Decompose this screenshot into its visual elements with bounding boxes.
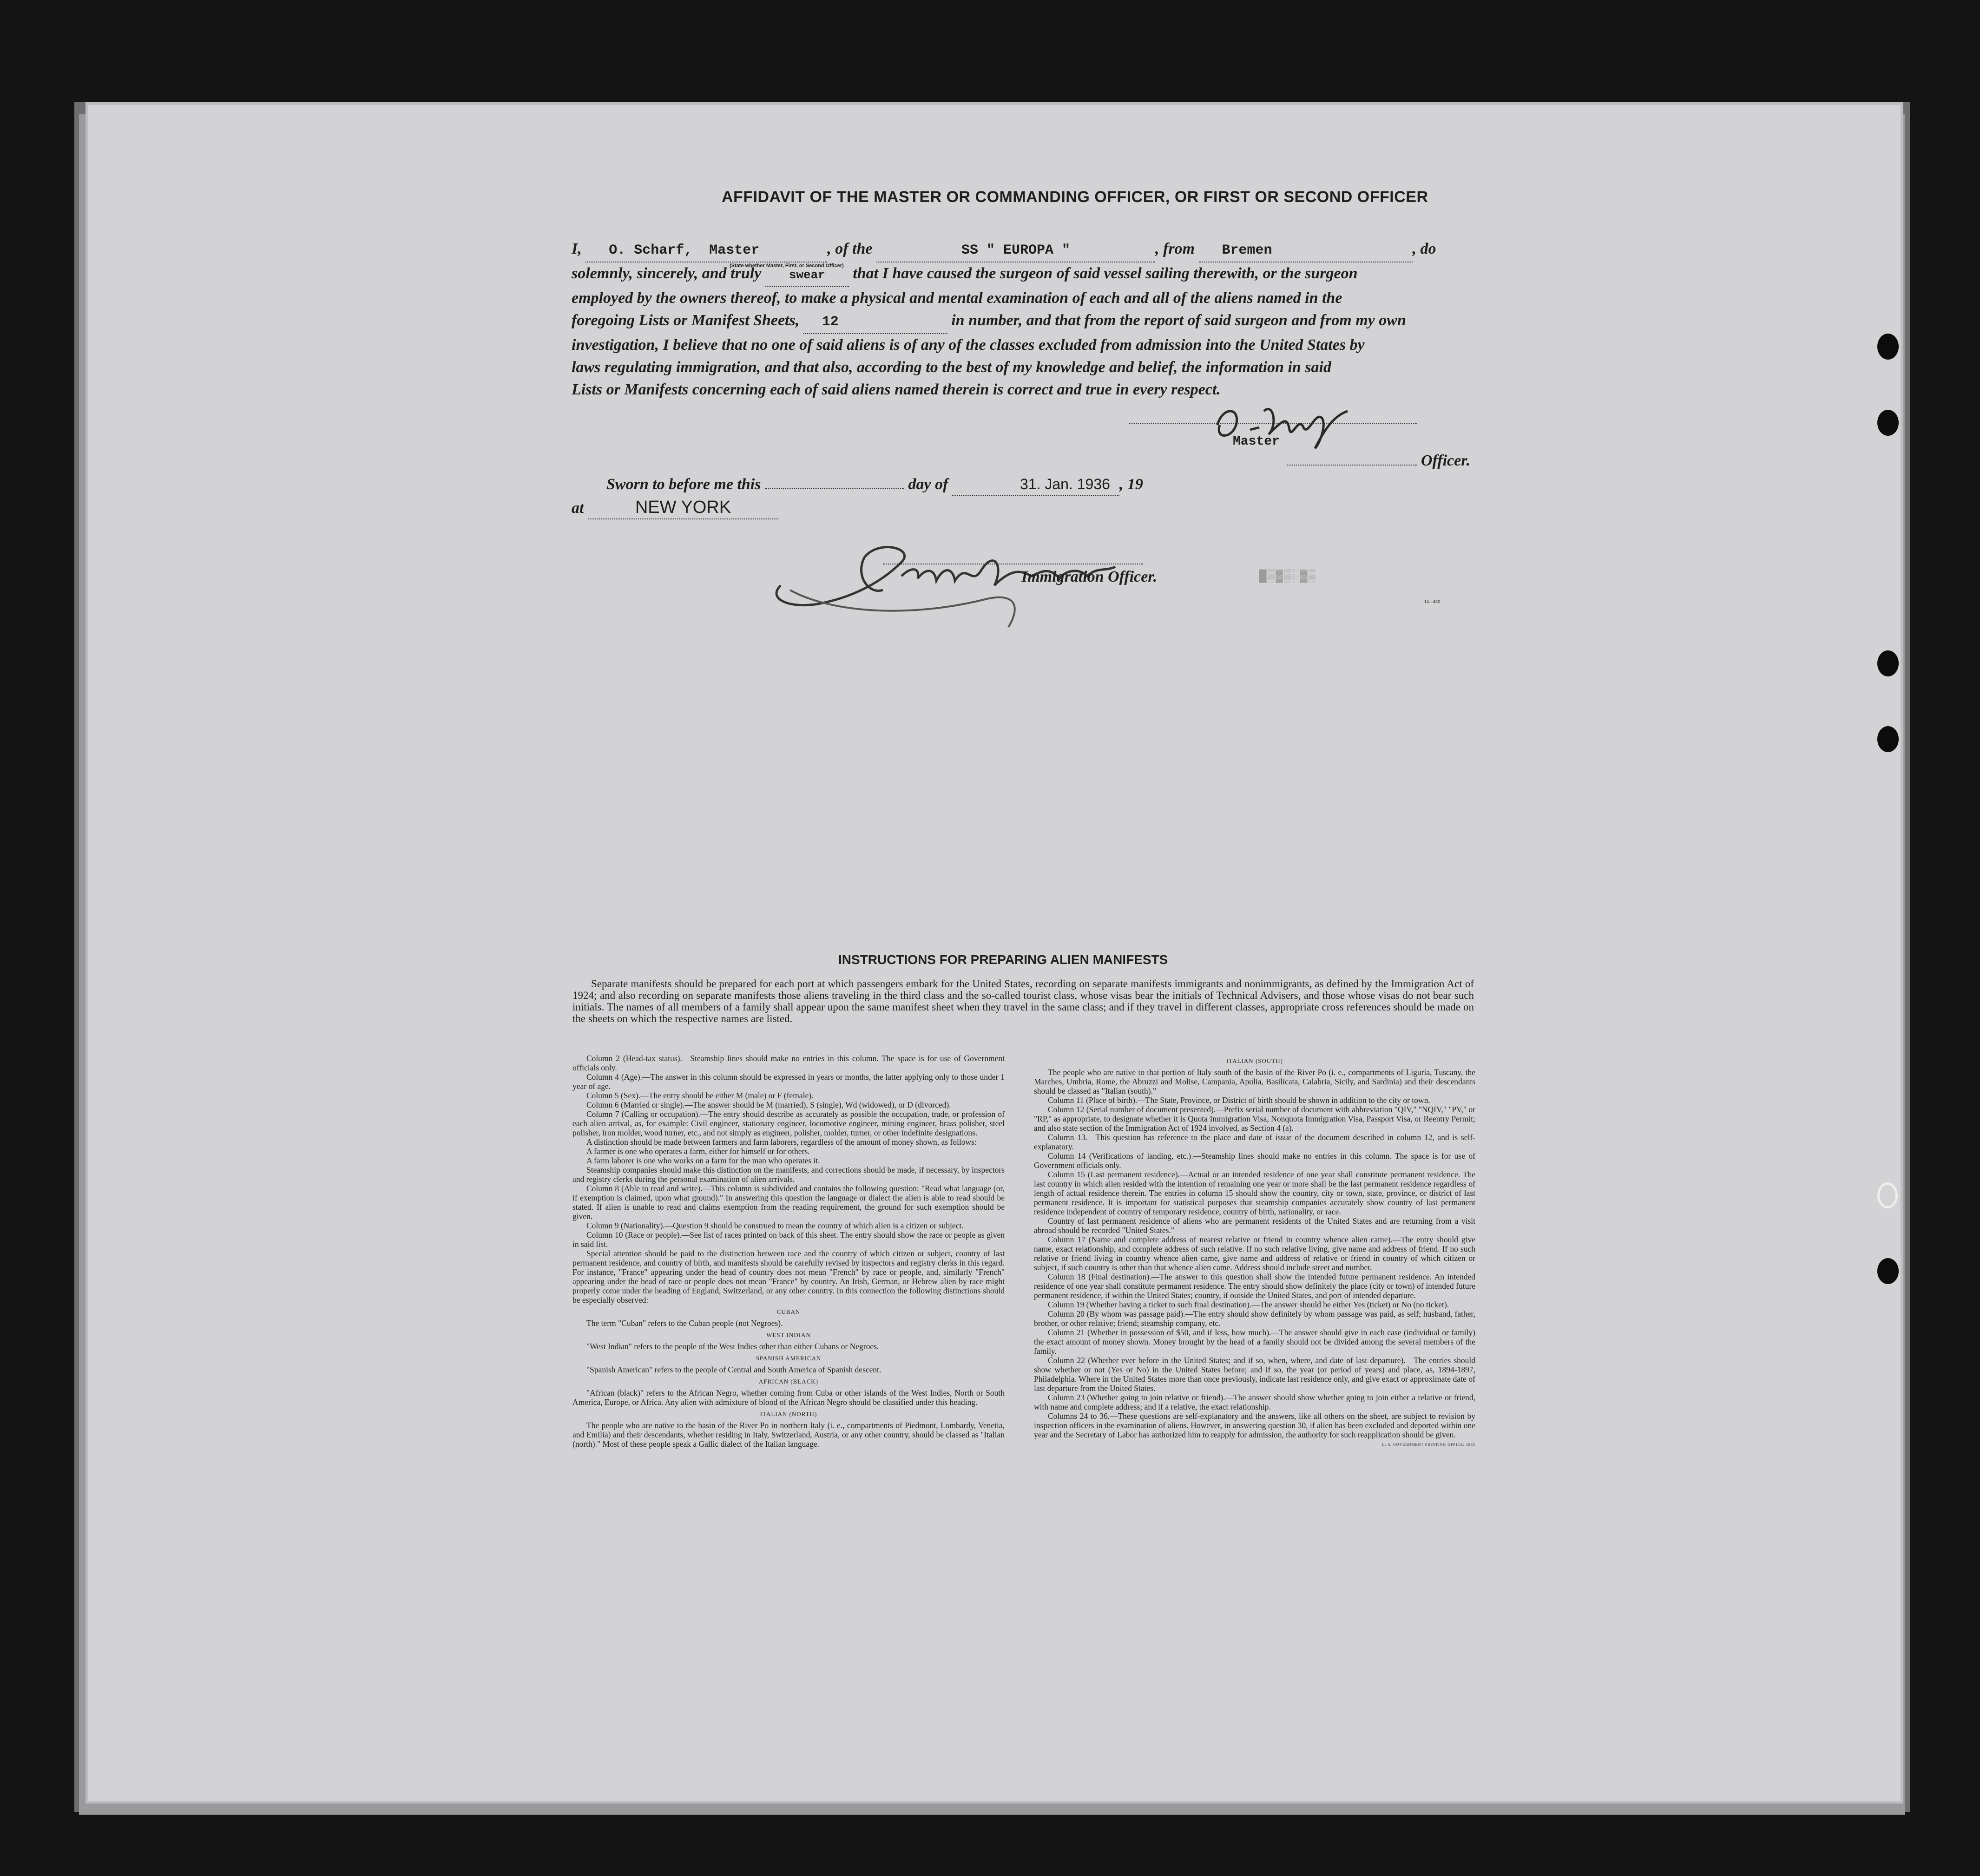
sworn-label: Sworn to before me this bbox=[606, 476, 761, 493]
place-field bbox=[588, 496, 778, 519]
sworn-place: NEW YORK bbox=[635, 498, 731, 517]
affidavit-line-4 bbox=[572, 309, 1475, 334]
affidavit-text: I, bbox=[572, 240, 582, 257]
binder-hole bbox=[1877, 726, 1899, 752]
binder-hole bbox=[1877, 334, 1899, 360]
section-heading: CUBAN bbox=[776, 1308, 801, 1315]
instruction-paragraph: Column 7 (Calling or occupation).—The entry should describe as accurately as possible the occupation, trade, or profession of each alien arrival, as, for example: Civil engineer, stationary engineer, locomotive engineer, mining engineer, brass polisher, steel polisher, iron molder, wood turner, etc., and not simply as engineer, polisher, molder, turner, or other indefinite designations. bbox=[572, 1109, 1005, 1137]
affidavit-line-2 bbox=[572, 262, 1475, 287]
instruction-paragraph: Column 13.—This question has reference to the place and date of issue of the document described in column 12, and is self-explanatory. bbox=[1034, 1133, 1475, 1151]
binder-hole bbox=[1877, 1182, 1898, 1208]
day-of-label: day of bbox=[908, 476, 948, 493]
instruction-paragraph: Column 15 (Last permanent residence).—Actual or an intended residence of one year shall constitute permanent residence. The last country in which alien resided with the intention of remaining one year or more shall be the last permanent residence regardless of length of actual residence therein. The entries in column 15 should show the country, city or town, state, province, or district of last permanent residence. It is important for statistical purposes that steamship companies accurately show country of last permanent residence independent of country of temporary residence, country of birth, nationality, or race. bbox=[1034, 1170, 1475, 1216]
instruction-paragraph: The term "Cuban" refers to the Cuban people (not Negroes). bbox=[586, 1318, 783, 1328]
affidavit-text: solemnly, sincerely, and truly bbox=[572, 265, 762, 282]
master-signature bbox=[1208, 397, 1362, 453]
oath-word: swear bbox=[789, 268, 825, 282]
instruction-paragraph: Column 14 (Verifications of landing, etc.).—Steamship lines should make no entries in this column. The space is for use of Government officials only. bbox=[1034, 1151, 1475, 1170]
affidavit-line-3: employed by the owners thereof, to make a physical and mental examination of each and all of the aliens named in the bbox=[572, 289, 1342, 307]
officer-label: Officer. bbox=[1421, 452, 1471, 469]
instruction-paragraph: Column 12 (Serial number of document presented).—Prefix serial number of document with abbreviation "QIV," "NQIV," "PV," or "RP," as appropriate, to designate whether it is Quota Immigration Visa, Nonquota Immigration Visa, Passport Visa, or Reentry Permit; and also state section of the Immigration Act of 1924 involved, as Section 4 (a). bbox=[1034, 1105, 1475, 1133]
instruction-paragraph: "African (black)" refers to the African Negro, whether coming from Cuba or other islands of the West Indies, North or South America, Europe, or Africa. Any alien with admixture of blood of the African Negro should be classified under this heading. bbox=[572, 1388, 1005, 1407]
sworn-date: 31. Jan. 1936 bbox=[1020, 476, 1110, 492]
instructions-right-column bbox=[1034, 1054, 1475, 1450]
instruction-paragraph: Column 20 (By whom was passage paid).—The entry should show definitely by whom passage was paid, as self; husband, father, brother, or other relative; friend; steamship company, etc. bbox=[1034, 1309, 1475, 1328]
instruction-paragraph: A distinction should be made between farmers and farm laborers, regardless of the amount of money shown, as follows: bbox=[586, 1137, 977, 1147]
signer-title: Master bbox=[1233, 434, 1280, 449]
sworn-date-field bbox=[952, 473, 1119, 496]
section-heading: AFRICAN (BLACK) bbox=[758, 1378, 819, 1385]
instruction-paragraph: Column 23 (Whether going to join relative or friend).—The answer should show whether going to join either a relative or friend, with name and complete address; and if a relative, the exact relationship. bbox=[1034, 1393, 1475, 1411]
instruction-paragraph: Column 22 (Whether ever before in the United States; and if so, when, where, and date of last departure).—The entries should show whether or not (Yes or No) in the United States before; and if so, the year (or period of years) and place, as, 1894-1897, Philadelphia. Where in the United States more than once previously, indicate last residence only, and give exact or approximate date of last departure from the United States. bbox=[1034, 1356, 1475, 1393]
instruction-paragraph: A farm laborer is one who works on a farm for the man who operates it. bbox=[586, 1156, 820, 1165]
binder-hole bbox=[1877, 410, 1899, 436]
instruction-paragraph: Columns 24 to 36.—These questions are self-explanatory and the answers, like all others on the sheet, are subject to revision by inspection officers in the examination of aliens. However, in answering question 30, if alien has been excluded and deported within one year and the Secretary of Labor has authorized him to reapply for admission, the authority for such reapplication should be given. bbox=[1034, 1411, 1475, 1439]
instruction-paragraph: Column 4 (Age).—The answer in this column should be expressed in years or months, the latter applying only to those under 1 year of age. bbox=[572, 1072, 1005, 1091]
section-heading: SPANISH AMERICAN bbox=[756, 1355, 822, 1362]
affidavit-text: , of the bbox=[827, 240, 873, 257]
sheets-count-field bbox=[803, 311, 947, 334]
section-heading: ITALIAN (SOUTH) bbox=[1226, 1057, 1283, 1064]
affidavit-line-7: Lists or Manifests concerning each of said aliens named therein is correct and true in every respect. bbox=[572, 381, 1221, 398]
instructions-title: INSTRUCTIONS FOR PREPARING ALIEN MANIFESTS bbox=[838, 952, 1168, 967]
instruction-paragraph: Column 18 (Final destination).—The answer to this question shall show the intended future permanent residence. An intended residence of one year shall constitute permanent residence. The entry should show definitely the place (city or town) of intended future permanent residence, if within the United States; country, if outside the United States, and port of intended departure. bbox=[1034, 1272, 1475, 1300]
officer-name: O. Scharf, bbox=[609, 243, 693, 258]
instruction-paragraph: Column 11 (Place of birth).—The State, Province, or District of birth should be shown in addition to the city or town. bbox=[1048, 1095, 1430, 1105]
instruction-paragraph: The people who are native to the basin of the River Po in northern Italy (i. e., compartments of Piedmont, Lombardy, Venetia, and Emilia) and their descendants, whether residing in Italy, Switzerland, Austria, or any other country, should be classed as "Italian (north)." Most of these people speak a Gallic dialect of the Italian language. bbox=[572, 1421, 1005, 1449]
instruction-paragraph: Column 17 (Name and complete address of nearest relative or friend in country whence alien came).—The entry should give name, exact relationship, and complete address of such relative. If no such relative living, give name and address of friend. If no such relative or friend living in country whence alien came, give name and address of relative or friend in country of which citizen or subject, if such country is other than that whence alien came. Address should include street and number. bbox=[1034, 1235, 1475, 1272]
form-number: 14—430 bbox=[1424, 599, 1441, 604]
place-line bbox=[572, 496, 778, 519]
affidavit-title: AFFIDAVIT OF THE MASTER OR COMMANDING OFFICER, OR FIRST OR SECOND OFFICER bbox=[722, 188, 1428, 206]
binder-hole bbox=[1877, 650, 1899, 676]
affidavit-line-6: laws regulating immigration, and that also, according to the best of my knowledge and belief, the information in said bbox=[572, 359, 1331, 376]
affidavit-body bbox=[572, 238, 1475, 401]
departure-port-field bbox=[1199, 239, 1413, 262]
vessel-field bbox=[876, 239, 1155, 262]
vessel-name: SS " EUROPA " bbox=[961, 243, 1071, 258]
sworn-line bbox=[606, 473, 1143, 496]
sheets-count: 12 bbox=[822, 314, 839, 330]
officer-rank: Master bbox=[709, 243, 760, 258]
instruction-paragraph: Column 8 (Able to read and write).—This column is subdivided and contains the following question: "Read what language (or, if exemption is claimed, upon what ground)." In answering this question the language or dialect the alien is able to read should be stated. If alien is unable to read and claims exemption from the reading requirement, the ground for such exemption should be given. bbox=[572, 1184, 1005, 1221]
binder-hole bbox=[1877, 1258, 1899, 1284]
section-heading: ITALIAN (NORTH) bbox=[760, 1410, 817, 1417]
instruction-paragraph: Steamship companies should make this distinction on the manifests, and corrections should be made, if necessary, by inspectors and registry clerks during the personal examination of alien arrivals. bbox=[572, 1165, 1005, 1184]
affidavit-text: , from bbox=[1155, 240, 1195, 257]
instruction-paragraph: A farmer is one who operates a farm, either for himself or for others. bbox=[586, 1147, 810, 1156]
instruction-paragraph: Column 6 (Married or single).—The answer should be M (married), S (single), Wd (widowed), or D (divorced). bbox=[586, 1100, 951, 1109]
instruction-paragraph: Column 21 (Whether in possession of $50, and if less, how much).—The answer should give in each case (individual or family) the exact amount of money shown. Money brought by the head of a family should not be divided among the several members of the family. bbox=[1034, 1328, 1475, 1356]
instruction-paragraph: Column 5 (Sex).—The entry should be either M (male) or F (female). bbox=[586, 1091, 814, 1100]
instruction-paragraph: Column 10 (Race or people).—See list of races printed on back of this sheet. The entry should show the race or people as given in said list. bbox=[572, 1230, 1005, 1249]
printer-imprint: U. S. GOVERNMENT PRINTING OFFICE: 1935 bbox=[1381, 1443, 1475, 1447]
instructions-intro: Separate manifests should be prepared for each port at which passengers embark for the United States, recording on separate manifests immigrants and nonimmigrants, as defined by the Immigration Act of 1924; and also recording on separate manifests those aliens traveling in the third class and the so-called tourist class, whose visas bear the initials of Technical Advisers, and those whose visas do not bear such initials. The names of all members of a family shall appear upon the same manifest sheet when they travel in the same class; and if they travel in different classes, appropriate cross references should be made on the sheets on which the respective names are listed. bbox=[572, 978, 1474, 1024]
affidavit-text: foregoing Lists or Manifest Sheets, bbox=[572, 312, 800, 329]
instruction-paragraph: Column 2 (Head-tax status).—Steamship lines should make no entries in this column. The space is for use of Government officials only. bbox=[572, 1054, 1005, 1072]
faint-stamp: █▒▓▒░▓▒ bbox=[1259, 569, 1317, 583]
affidavit-text: , do bbox=[1412, 240, 1436, 257]
instruction-paragraph: "Spanish American" refers to the people of Central and South America of Spanish descent. bbox=[586, 1365, 881, 1374]
year-suffix: , 19 bbox=[1119, 476, 1143, 493]
instruction-paragraph: Special attention should be paid to the distinction between race and the country of which citizen or subject, country of last permanent residence, and country of birth, and manifests should be carefully revised by inspectors and registry clerks in this regard. For instance, "France" appearing under the head of country does not mean "French" by race or people, and, similarly "French" appearing under the head of race or people does not mean "France" by country. An Irish, German, or Hebrew alien by race might properly come under the heading of England, Switzerland, or any other country. In this connection the following distinctions should be especially observed: bbox=[572, 1249, 1005, 1305]
instruction-paragraph: Column 9 (Nationality).—Question 9 should be construed to mean the country of which alien is a citizen or subject. bbox=[586, 1221, 964, 1230]
departure-port: Bremen bbox=[1222, 243, 1272, 258]
at-label: at bbox=[572, 499, 584, 517]
affidavit-line-1 bbox=[572, 238, 1475, 269]
affidavit-line-5: investigation, I believe that no one of said aliens is of any of the classes excluded from admission into the United States by bbox=[572, 336, 1365, 354]
instruction-paragraph: "West Indian" refers to the people of the West Indies other than either Cubans or Negroes. bbox=[586, 1342, 879, 1351]
affidavit-text: in number, and that from the report of said surgeon and from my own bbox=[951, 312, 1406, 329]
instruction-paragraph: Country of last permanent residence of aliens who are permanent residents of the United States and are returning from a visit abroad should be recorded "United States." bbox=[1034, 1216, 1475, 1235]
sworn-day-field bbox=[765, 488, 904, 489]
instructions-left-column bbox=[572, 1054, 1005, 1449]
section-heading: WEST INDIAN bbox=[766, 1332, 811, 1338]
officer-line bbox=[1287, 465, 1417, 466]
instruction-paragraph: The people who are native to that portion of Italy south of the basin of the River Po (i. e., compartments of Liguria, Tuscany, the Marches, Umbria, Rome, the Abruzzi and Molise, Campania, Apulia, Basilicata, Calabria, Sicily, and Sardinia) and their descendants should be classed as "Italian (south)." bbox=[1034, 1068, 1475, 1095]
affidavit-text: that I have caused the surgeon of said vessel sailing therewith, or the surgeon bbox=[853, 265, 1358, 282]
instruction-paragraph: Column 19 (Whether having a ticket to such final destination).—The answer should be either Yes (ticket) or No (no ticket). bbox=[1048, 1300, 1449, 1309]
immigration-officer-label: Immigration Officer. bbox=[1021, 568, 1158, 585]
rank-note: (State whether Master, First, or Second Officer) bbox=[730, 263, 844, 269]
